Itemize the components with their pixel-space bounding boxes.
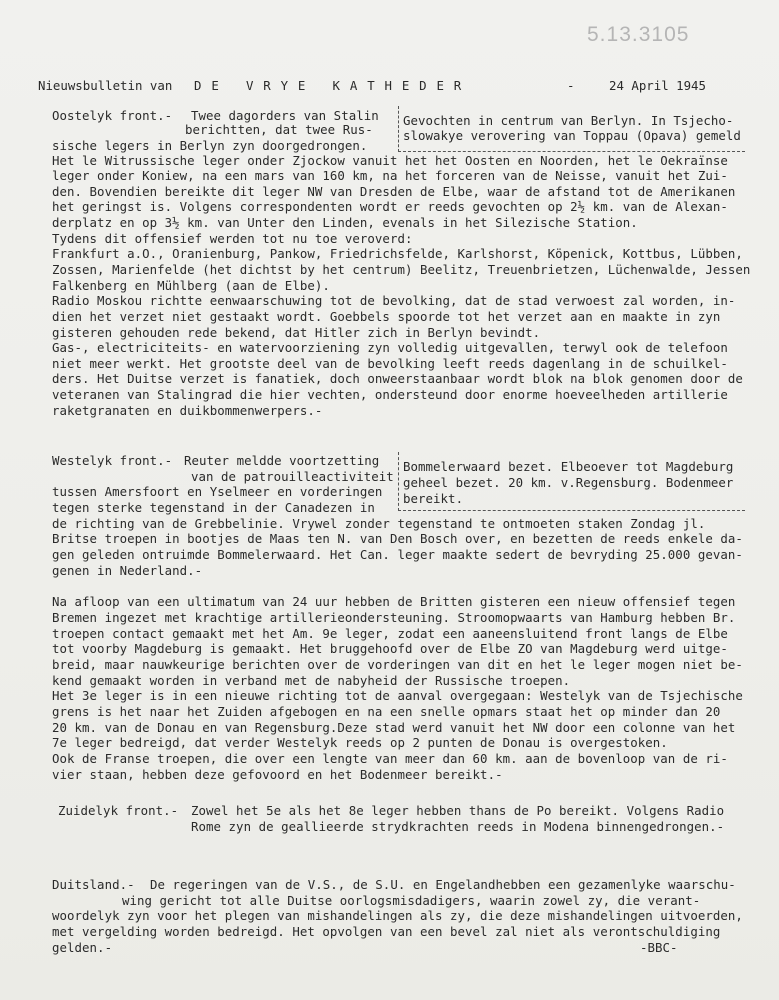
body-line: Het 3e leger is in een nieuwe richting tot de aanval overgegaan: Westelyk van de Tsjechische [52, 688, 743, 703]
section-label: Duitsland.- [52, 877, 135, 892]
news-source: -BBC- [640, 940, 678, 955]
body-line: Zowel het 5e als het 8e leger hebben thans de Po bereikt. Volgens Radio [191, 803, 725, 818]
section-label: Oostelyk front.- [52, 108, 173, 123]
section-label: Zuidelyk front.- [58, 803, 179, 818]
body-line: Gas-, electriciteits- en watervoorziening zyn volledig uitgevallen, terwyl ook de telefoon [52, 340, 728, 355]
summary-line: bereikt. [403, 491, 464, 506]
body-line: den. Bovendien bereikte dit leger NW van Dresden de Elbe, waar de afstand tot de Amerikanen [52, 184, 736, 199]
intro-line: van de patrouilleactiviteit [191, 469, 394, 484]
intro-line: Reuter meldde voortzetting [184, 453, 380, 468]
body-line: kend gemaakt worden in verband met de nabyheid der Russische troepen. [52, 673, 571, 688]
body-line: het geringst is. Volgens correspondenten wordt er reeds gevochten op 2½ km. van de Alexan- [52, 199, 728, 214]
intro-line: berichtten, dat twee Rus- [185, 122, 373, 137]
body-line: leger onder Koniew, na een mars van 160 km, na het forceren van de Neisse, vanuit het Zui- [52, 168, 728, 183]
body-line: veteranen van Stalingrad die hier vechten, ondersteund door enorme hoeveelheden artillerie [52, 387, 728, 402]
body-line: derplatz en op 3½ km. van Unter den Linden, evenals in het Silezische Station. [52, 215, 638, 230]
summary-line: Bommelerwaard bezet. Elbeoever tot Magdeburg [403, 459, 734, 474]
summary-line: Gevochten in centrum van Berlyn. In Tsjecho- [403, 113, 734, 128]
body-line: De regeringen van de V.S., de S.U. en Engelandhebben een gezamenlyke waarschu- [150, 877, 736, 892]
body-line: dien het verzet niet gestaakt wordt. Goebbels spoorde tot het verzet aan en maakte in zyn [52, 309, 721, 324]
body-line: gelden.- [52, 940, 113, 955]
body-line: grens is het naar het Zuiden afgebogen en na een snelle opmars staat het op minder dan 20 [52, 704, 721, 719]
body-line: troepen contact gemaakt met het Am. 9e leger, zodat een aaneensluitend front langs de Elbe [52, 626, 728, 641]
body-line: Tydens dit offensief werden tot nu toe veroverd: [52, 231, 413, 246]
section-label: Westelyk front.- [52, 453, 173, 468]
header-left: Nieuwsbulletin van [38, 78, 173, 93]
body-line: raketgranaten en duikbommenwerpers.- [52, 403, 323, 418]
body-line: Rome zyn de geallieerde strydkrachten reeds in Modena binnengedrongen.- [191, 819, 725, 834]
body-line: ders. Het Duitse verzet is fanatiek, doch onweerstaanbaar wordt blok na blok genomen door de [52, 371, 743, 386]
body-line: 7e leger bedreigd, dat verder Westelyk reeds op 2 punten de Donau is overgestoken. [52, 735, 668, 750]
body-line: niet meer werkt. Het grootste deel van de bevolking leeft reeds dagenlang in de schuilkel- [52, 356, 728, 371]
body-line: wing gericht tot alle Duitse oorlogsmisdadigers, waarin zowel zy, die verant- [122, 893, 701, 908]
body-line: Bremen ingezet met krachtige artillerieondersteuning. Stroomopwaarts van Hamburg hebben Br. [52, 610, 736, 625]
body-line: sische legers in Berlyn zyn doorgedrongen. [52, 138, 368, 153]
body-line: Britse troepen in bootjes de Maas ten N. van Den Bosch over, en bezetten de reeds enkele da- [52, 531, 743, 546]
body-line: 20 km. van de Donau en van Regensburg.Deze stad werd vanuit het NW door een colonne van het [52, 720, 736, 735]
summary-line: geheel bezet. 20 km. v.Regensburg. Bodenmeer [403, 475, 734, 490]
body-line: breid, maar nauwkeurige berichten over de vorderingen van dit en het le leger mogen niet be- [52, 657, 743, 672]
intro-line: Twee dagorders van Stalin [191, 108, 379, 123]
body-line: tegen sterke tegenstand in der Canadezen in [52, 500, 375, 515]
body-line: vier staan, hebben deze gefovoord en het Bodenmeer bereikt.- [52, 767, 503, 782]
body-line: Falkenberg en Mühlberg (aan de Elbe). [52, 278, 330, 293]
body-line: Radio Moskou richtte eenwaarschuwing tot de bevolking, dat de stad verwoest zal worden, in- [52, 293, 736, 308]
body-line: de richting van de Grebbelinie. Vrywel zonder tegenstand te ontmoeten staken Zondag jl. [52, 516, 706, 531]
summary-line: slowakye verovering van Toppau (Opava) gemeld [403, 128, 741, 143]
archive-reference-number: 5.13.3105 [587, 23, 690, 46]
body-line: tot voorby Magdeburg is gemaakt. Het bruggehoofd over de Elbe ZO van Magdeburg werd uitge- [52, 641, 728, 656]
body-line: gisteren gehouden rede bekend, dat Hitler zich in Berlyn bevindt. [52, 325, 541, 340]
body-line: tussen Amersfoort en Yselmeer en vorderingen [52, 484, 383, 499]
body-line: woordelyk zyn voor het plegen van mishandelingen als zy, die deze mishandelingen uitvoerden, [52, 908, 743, 923]
body-line: Frankfurt a.O., Oranienburg, Pankow, Friedrichsfelde, Karlshorst, Köpenick, Kottbus, Lübben, [52, 246, 743, 261]
body-line: Het le Witrussische leger onder Zjockow vanuit het het Oosten en Noorden, het le Oekraïnse [52, 153, 728, 168]
newsletter-title: D E V R Y E K A T H E D E R [194, 78, 463, 93]
body-line: Na afloop van een ultimatum van 24 uur hebben de Britten gisteren een nieuw offensief tegen [52, 594, 736, 609]
header-separator: - [567, 78, 575, 93]
body-line: met vergelding worden bedreigd. Het opvolgen van een bevel zal niet als verontschuldiging [52, 924, 721, 939]
bulletin-date: 24 April 1945 [609, 78, 706, 93]
body-line: genen in Nederland.- [52, 563, 203, 578]
body-line: Ook de Franse troepen, die over een lengte van meer dan 60 km. aan de bovenloop van de ri- [52, 751, 728, 766]
body-line: gen geleden ontruimde Bommelerwaard. Het Can. leger maakte sedert de bevryding 25.000 gevan- [52, 547, 743, 562]
body-line: Zossen, Marienfelde (het dichtst by het centrum) Beelitz, Treuenbrietzen, Lüchenwalde, Jessen [52, 262, 751, 277]
